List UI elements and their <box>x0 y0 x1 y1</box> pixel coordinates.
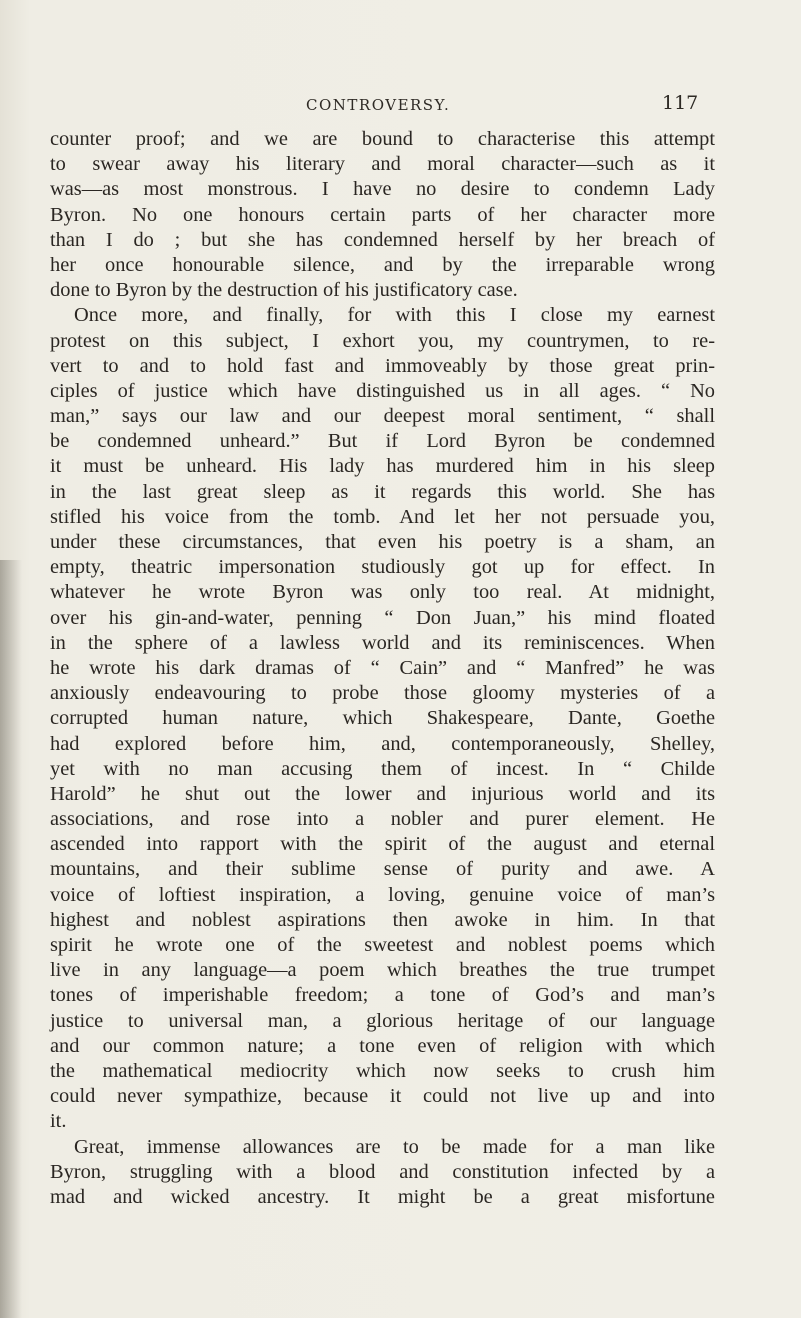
paragraph-start: Once more, and finally, for with this I close my earnest <box>74 304 715 327</box>
text-line: and our common nature; a tone even of religion with which <box>50 1034 715 1057</box>
binding-shadow <box>0 560 22 1318</box>
text-line: to swear away his literary and moral character—such as it <box>50 153 715 176</box>
text-line: in the sphere of a lawless world and its reminiscences. When <box>50 631 715 654</box>
text-line: stifled his voice from the tomb. And let her not persuade you, <box>50 505 715 528</box>
text-line: man,” says our law and our deepest moral sentiment, “ shall <box>50 405 715 428</box>
page-number: 117 <box>662 92 699 114</box>
text-line: anxiously endeavouring to probe those gloomy mysteries of a <box>50 682 715 705</box>
text-line: highest and noblest aspirations then awoke in him. In that <box>50 908 715 931</box>
text-line: had explored before him, and, contemporaneously, Shelley, <box>50 732 715 755</box>
text-line: could never sympathize, because it could not live up and into <box>50 1085 715 1108</box>
text-line: be condemned unheard.” But if Lord Byron be condemned <box>50 430 715 453</box>
text-line: protest on this subject, I exhort you, my countrymen, to re- <box>50 329 715 352</box>
text-line: associations, and rose into a nobler and purer element. He <box>50 808 715 831</box>
text-line: over his gin-and-water, penning “ Don Juan,” his mind floated <box>50 606 715 629</box>
text-line: in the last great sleep as it regards this world. She has <box>50 480 715 503</box>
text-line: Harold” he shut out the lower and injurious world and its <box>50 782 715 805</box>
text-line: spirit he wrote one of the sweetest and noblest poems which <box>50 934 715 956</box>
text-line: mad and wicked ancestry. It might be a great misfortune <box>50 1185 715 1208</box>
text-line: it must be unheard. His lady has murdered him in his sleep <box>50 455 715 478</box>
text-line: done to Byron by the destruction of his justificatory case. <box>50 279 518 302</box>
text-line: corrupted human nature, which Shakespeare, Dante, Goethe <box>50 707 715 730</box>
text-line: justice to universal man, a glorious heritage of our language <box>50 1009 715 1032</box>
text-line: was—as most monstrous. I have no desire to condemn Lady <box>50 178 715 201</box>
text-line: vert to and to hold fast and immoveably by those great prin- <box>50 354 715 377</box>
text-line: under these circumstances, that even his poetry is a sham, an <box>50 531 715 553</box>
text-line: her once honourable silence, and by the irreparable wrong <box>50 253 715 276</box>
text-line: ciples of justice which have distinguished us in all ages. “ No <box>50 379 715 402</box>
text-line: it. <box>50 1110 67 1133</box>
body-text <box>50 127 715 1210</box>
text-line: Byron, struggling with a blood and constitution infected by a <box>50 1160 715 1183</box>
text-line: empty, theatric impersonation studiously got up for effect. In <box>50 556 715 579</box>
text-line: ascended into rapport with the spirit of the august and eternal <box>50 833 715 856</box>
text-line: whatever he wrote Byron was only too real. At midnight, <box>50 581 715 604</box>
text-line: the mathematical mediocrity which now seeks to crush him <box>50 1059 715 1082</box>
text-line: mountains, and their sublime sense of purity and awe. A <box>50 858 715 881</box>
text-line: Byron. No one honours certain parts of her character more <box>50 203 715 226</box>
text-line: he wrote his dark dramas of “ Cain” and “ Manfred” he was <box>50 656 715 679</box>
text-line: live in any language—a poem which breathes the true trumpet <box>50 959 715 982</box>
text-line: than I do ; but she has condemned herself by her breach of <box>50 228 715 251</box>
text-line: tones of imperishable freedom; a tone of God’s and man’s <box>50 984 715 1007</box>
paragraph-start: Great, immense allowances are to be made for a man like <box>74 1135 715 1158</box>
text-line: voice of loftiest inspiration, a loving, genuine voice of man’s <box>50 883 715 906</box>
text-line: counter proof; and we are bound to characterise this attempt <box>50 128 715 150</box>
text-line: yet with no man accusing them of incest. In “ Childe <box>50 757 715 780</box>
running-title: CONTROVERSY. <box>306 96 451 114</box>
